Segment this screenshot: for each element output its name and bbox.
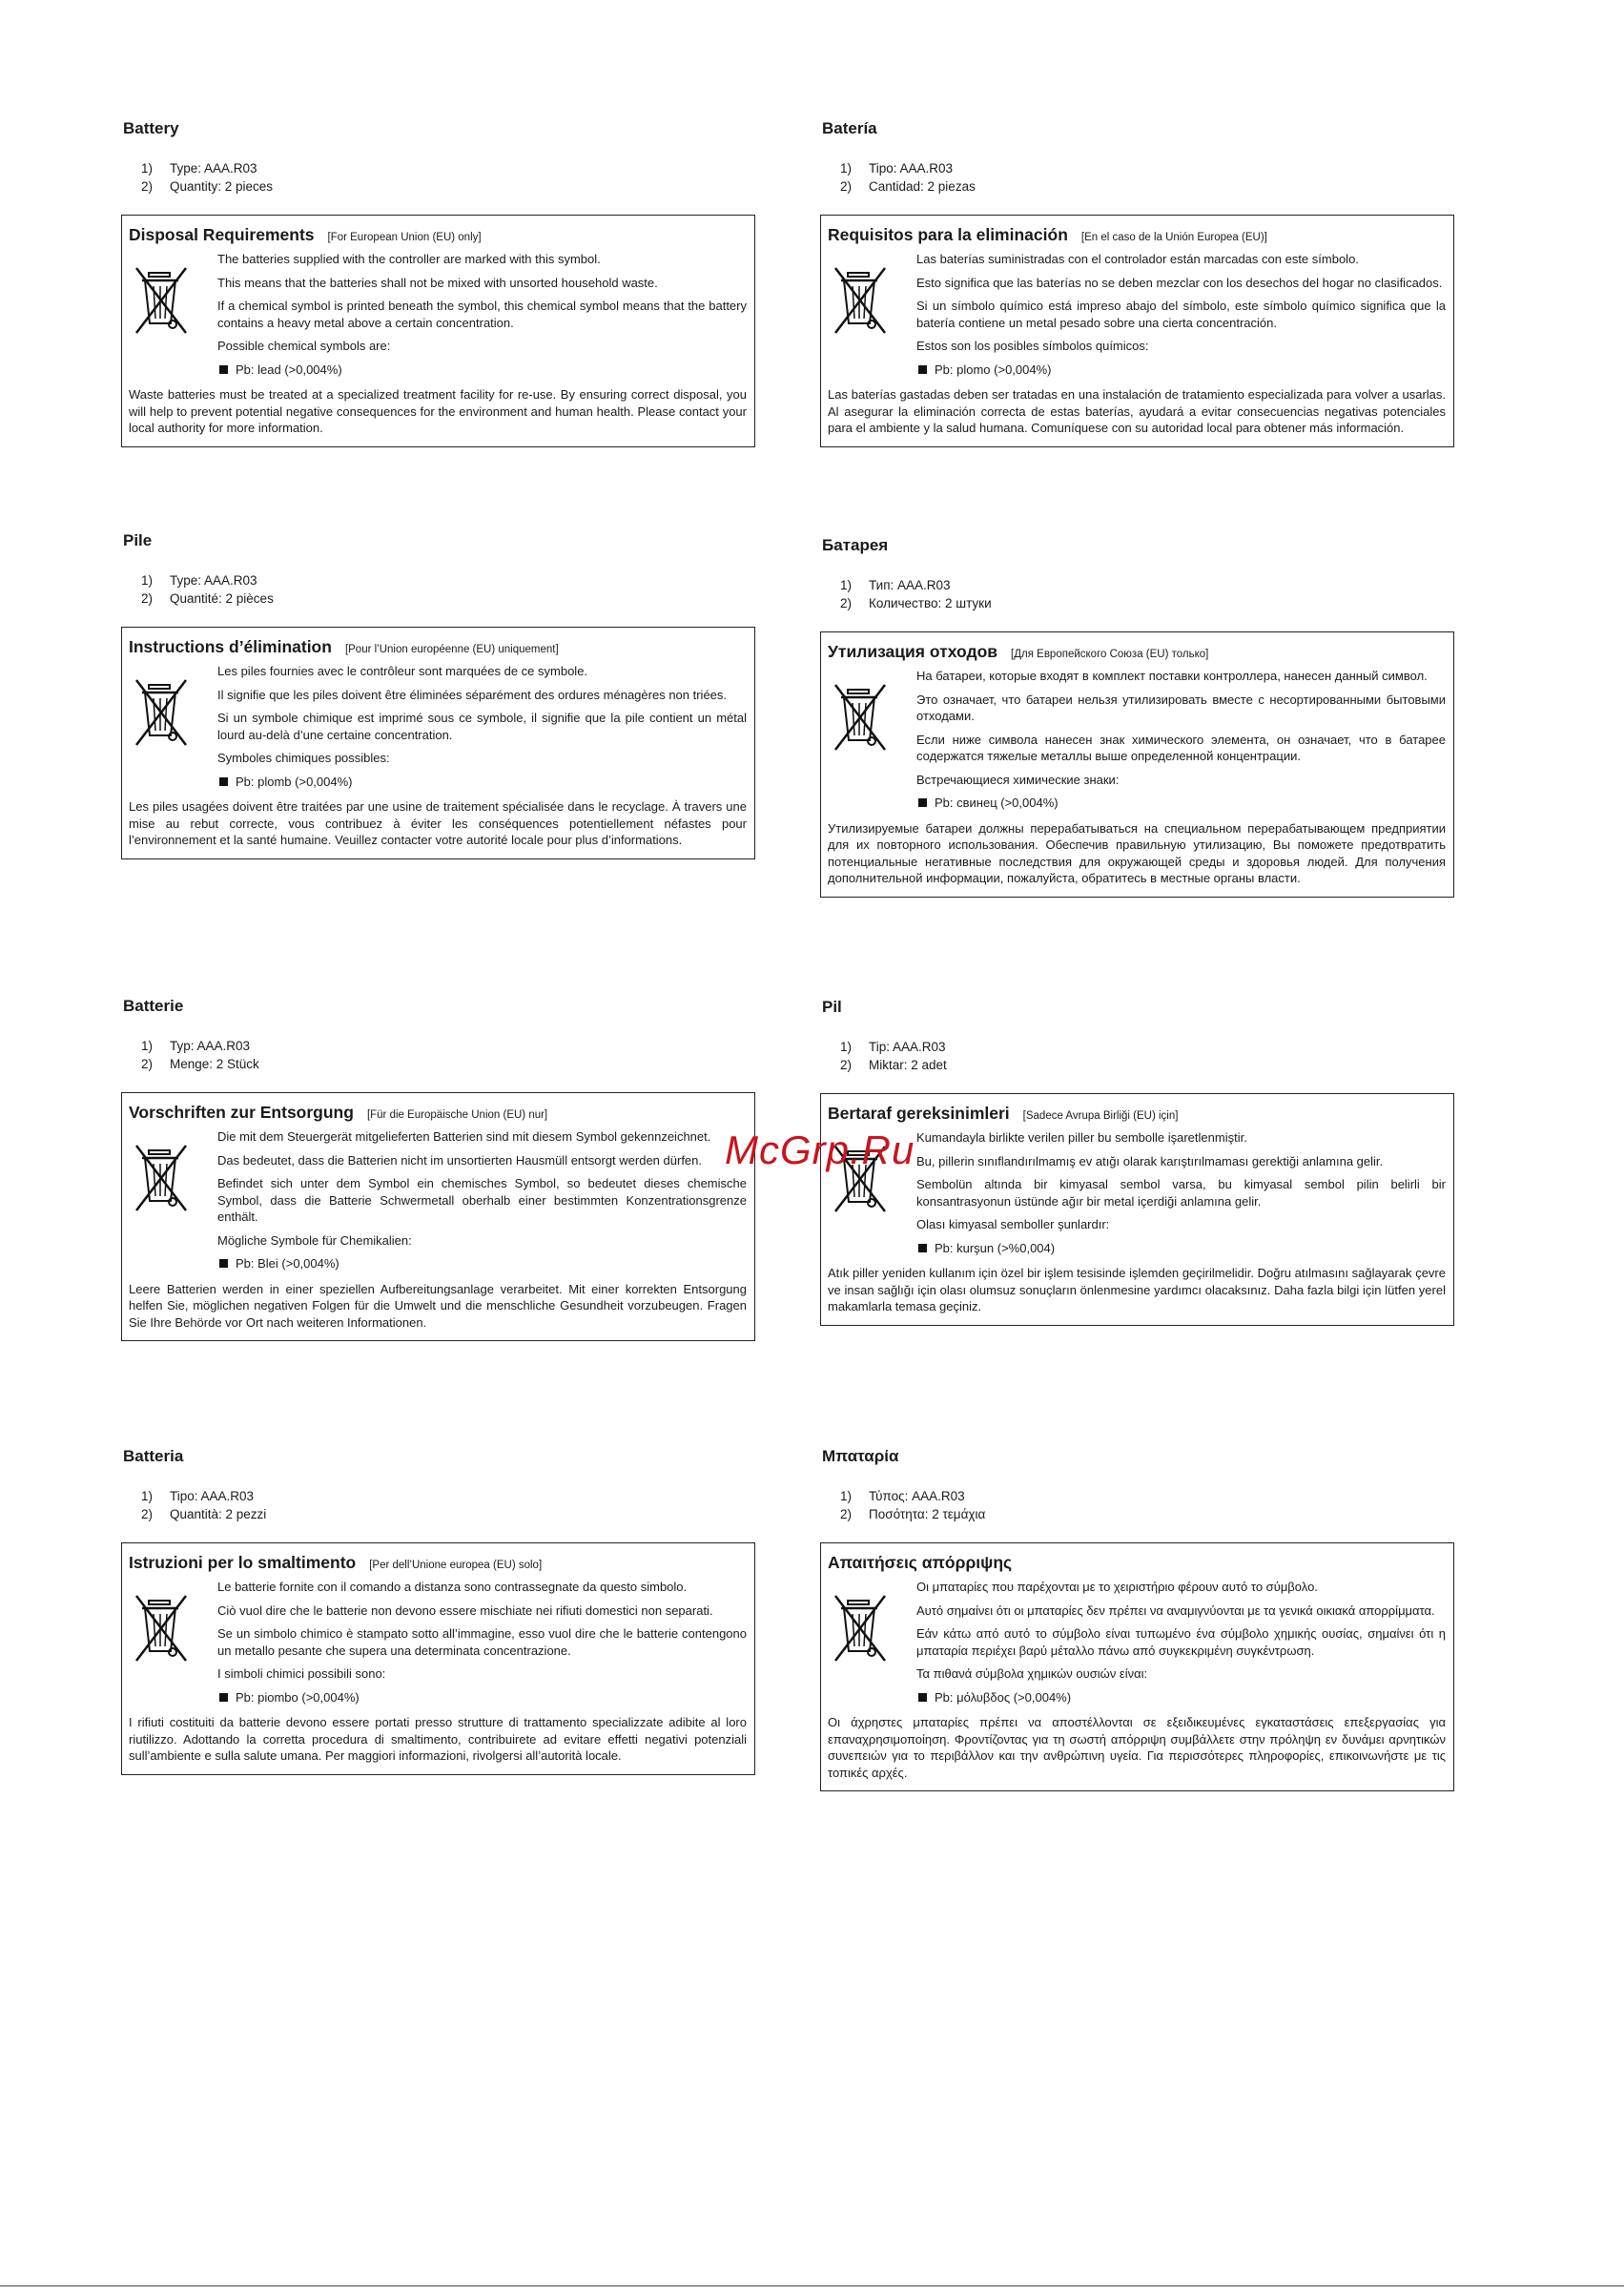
disposal-box-title: Vorschriften zur Entsorgung	[129, 1103, 354, 1122]
disposal-paragraph: Αυτό σημαίνει ότι οι μπαταρίες δεν πρέπει να αναμιγνύονται με τα γενικά οικιακά απορρίμματα.	[916, 1602, 1435, 1618]
disposal-paragraph: Встречающиеся химические знаки:	[916, 772, 1120, 787]
disposal-paragraph: Das bedeutet, dass die Batterien nicht im unsortierten Hausmüll entsorgt werden dürfen.	[217, 1152, 702, 1168]
spec-item-type	[141, 159, 755, 177]
disposal-footer-text: Les piles usagées doivent être traitées par une usine de traitement spécialisée dans le recyclage. À travers une mise au rebut correcte, vous contribuez à éviter les conséquences potentiellement néfastes pour l’environnement et la santé humaine. Veuillez contacter votre autorité locale pour plus d’informations.	[129, 799, 747, 847]
chemical-symbol-text: Pb: μόλυβδος (>0,004%)	[935, 1689, 1072, 1705]
disposal-box-body	[828, 1129, 1446, 1259]
spec-number: 1)	[141, 1039, 154, 1053]
disposal-box-body	[129, 663, 747, 793]
spec-text: Тип: AAA.R03	[869, 578, 951, 592]
disposal-box	[121, 1092, 755, 1341]
disposal-footer-text: Leere Batterien werden in einer speziellen Aufbereitungsanlage verarbeitet. Mit einer korrekten Entsorgung helfen Sie, möglichen negativen Folgen für die Umwelt und die menschliche Gesundheit vorzubeugen. Fragen Sie Ihre Behörde vor Ort nach weiteren Informationen.	[129, 1281, 747, 1330]
disposal-footer-text: Οι άχρηστες μπαταρίες πρέπει να αποστέλλονται σε εξειδικευμένες εγκαταστάσεις επεξεργασίας για επαναχρησιμοποίηση. Φροντίζοντας για τη σωστή απόρριψη συμβάλλετε στην πρόληψη εν δυνάμει αρνητικών συνεπειών για το περιβάλλον και την ανθρώπινη υγεία. Για περισσότερες πληροφορίες, επικοινωνήστε με τις τοπικές αρχές.	[828, 1715, 1446, 1780]
spec-number: 1)	[840, 1489, 853, 1503]
chemical-symbol-text: Pb: свинец (>0,004%)	[935, 796, 1059, 810]
disposal-paragraph: Die mit dem Steuergerät mitgelieferten Batterien sind mit diesem Symbol gekennzeichnet.	[217, 1129, 711, 1144]
spec-item-quantity	[840, 594, 1454, 612]
disposal-box-scope: [Pour l’Union européenne (EU) uniquement]	[344, 644, 559, 655]
disposal-paragraph: Sembolün altında bir kimyasal sembol varsa, bu kimyasal sembol pilin belirli bir konsantrasyonun üstünde ağır bir metal içerdiği anlamına gelir.	[916, 1177, 1446, 1209]
spec-list	[820, 1038, 1454, 1074]
spec-item-type	[141, 1487, 755, 1505]
spec-number: 2)	[840, 1058, 853, 1072]
disposal-paragraph: The batteries supplied with the controller are marked with this symbol.	[217, 252, 601, 266]
spec-number: 2)	[141, 179, 154, 194]
disposal-box-body	[828, 1579, 1446, 1708]
disposal-paragraph: Τα πιθανά σύμβολα χημικών ουσιών είναι:	[916, 1666, 1148, 1681]
section-title: Batterie	[123, 997, 184, 1015]
battery-section	[121, 119, 755, 447]
square-bullet-icon	[918, 1693, 927, 1702]
disposal-paragraph: Si un símbolo químico está impreso abajo del símbolo, este símbolo químico significa que la batería contiene un metal pesado sobre una cierta concentración.	[916, 299, 1446, 330]
disposal-box-header	[828, 1553, 1446, 1573]
spec-item-quantity	[141, 177, 755, 196]
bottom-rule	[0, 2285, 1624, 2286]
battery-section	[121, 531, 755, 859]
battery-section	[121, 997, 755, 1341]
spec-item-quantity	[141, 1055, 755, 1073]
chemical-symbol	[918, 1689, 1446, 1706]
disposal-box	[820, 1542, 1454, 1791]
spec-text: Tipo: AAA.R03	[869, 161, 954, 176]
spec-text: Type: AAA.R03	[170, 161, 257, 176]
disposal-paragraph: Ciò vuol dire che le batterie non devono essere mischiate nei rifiuti domestici non separati.	[217, 1602, 713, 1618]
battery-section	[820, 1447, 1454, 1791]
disposal-paragraph: Si un symbole chimique est imprimé sous ce symbole, il signifie que la pile contient un métal lourd au-delà d’une certaine concentration.	[217, 711, 747, 742]
spec-number: 2)	[141, 1057, 154, 1071]
disposal-paragraph: Les piles fournies avec le contrôleur sont marquées de ce symbole.	[217, 664, 588, 678]
spec-item-quantity	[840, 1505, 1454, 1523]
disposal-paragraphs	[900, 1579, 1446, 1708]
spec-item-type	[840, 1487, 1454, 1505]
section-title: Pile	[123, 531, 153, 549]
disposal-paragraph: Las baterías suministradas con el controlador están marcadas con este símbolo.	[916, 252, 1359, 266]
disposal-box-scope: [En el caso de la Unión Europea (EU)]	[1080, 232, 1267, 243]
spec-text: Miktar: 2 adet	[869, 1058, 947, 1072]
square-bullet-icon	[918, 365, 927, 374]
spec-text: Τύπος: AAA.R03	[869, 1489, 965, 1503]
disposal-footer-text: I rifiuti costituiti da batterie devono essere portati presso strutture di trattamento specializzate adibite al loro riutilizzo. Adottando la corretta procedura di smaltimento, contribuirete ad evitare effetti negativi potenziali sull’ambiente e sulla salute umana. Per maggiori informazioni, rivolgersi all’autorità locale.	[129, 1715, 747, 1763]
square-bullet-icon	[918, 1244, 927, 1252]
battery-section	[121, 1447, 755, 1775]
spec-item-type	[840, 1038, 1454, 1056]
disposal-box-scope: [Для Европейского Союза (EU) только]	[1011, 649, 1209, 660]
battery-section	[820, 536, 1454, 898]
disposal-box-title: Instructions d’élimination	[129, 637, 332, 656]
disposal-paragraph: Esto significa que las baterías no se deben mezclar con los desechos del hogar no clasificados.	[916, 275, 1443, 290]
disposal-box-header	[828, 225, 1446, 245]
spec-text: Quantity: 2 pieces	[170, 179, 274, 194]
disposal-box-body	[129, 1579, 747, 1708]
spec-item-quantity	[141, 1505, 755, 1523]
disposal-box-body	[129, 1128, 747, 1275]
spec-item-type	[840, 576, 1454, 594]
disposal-box-title: Istruzioni per lo smaltimento	[129, 1553, 357, 1572]
spec-list	[820, 576, 1454, 612]
spec-item-quantity	[840, 177, 1454, 196]
spec-text: Ποσότητα: 2 τεμάχια	[869, 1507, 986, 1521]
chemical-symbol	[219, 1689, 747, 1706]
disposal-box	[820, 1093, 1454, 1326]
disposal-paragraph: На батареи, которые входят в комплект поставки контроллера, нанесен данный символ.	[916, 669, 1428, 683]
section-title: Μπαταρία	[822, 1447, 899, 1465]
disposal-paragraph: Это означает, что батареи нельзя утилизировать вместе с несортированными бытовыми отходами.	[916, 692, 1446, 723]
spec-list	[121, 1037, 755, 1073]
chemical-symbol	[918, 362, 1446, 379]
spec-text: Tip: AAA.R03	[869, 1040, 946, 1054]
spec-number: 1)	[840, 161, 853, 176]
disposal-box	[121, 1542, 755, 1775]
disposal-footer-text: Утилизируемые батареи должны перерабатываться на специальном перерабатывающем предприятии для их повторного использования. Обеспечив правильную утилизацию, Вы поможете предотвратить потенциальные негативные последствия для окружающей среды и здоровья людей. Для получения дополнительной информации, пожалуйста, обратитесь в местные органы власти.	[828, 820, 1446, 885]
spec-text: Tipo: AAA.R03	[170, 1489, 255, 1503]
chemical-symbol	[219, 1255, 747, 1272]
spec-item-type	[141, 1037, 755, 1055]
disposal-paragraph: Bu, pillerin sınıflandırılmamış ev atığı olarak karıştırılmaması gerektiği anlamına gelir.	[916, 1153, 1384, 1168]
crossed-out-bin-icon	[129, 663, 201, 793]
disposal-box	[820, 631, 1454, 898]
spec-number: 1)	[141, 573, 154, 588]
disposal-paragraph: If a chemical symbol is printed beneath the symbol, this chemical symbol means that the battery contains a heavy metal above a certain concentration.	[217, 299, 747, 330]
disposal-box-header	[129, 225, 747, 245]
spec-item-quantity	[840, 1056, 1454, 1074]
disposal-paragraph: Kumandayla birlikte verilen piller bu sembolle işaretlenmiştir.	[916, 1130, 1247, 1145]
spec-item-type	[840, 159, 1454, 177]
spec-list	[820, 159, 1454, 196]
crossed-out-bin-icon	[828, 251, 900, 381]
spec-item-type	[141, 571, 755, 589]
disposal-paragraphs	[201, 1128, 747, 1275]
disposal-box-body	[828, 668, 1446, 815]
crossed-out-bin-icon	[828, 668, 900, 815]
disposal-box-header	[129, 1553, 747, 1573]
chemical-symbol	[219, 774, 747, 791]
disposal-paragraph: Befindet sich unter dem Symbol ein chemisches Symbol, so bedeutet dieses chemische Symbol, dass die Batterie Schwermetall oberhalb einer bestimmten Konzentrationsgrenze enthält.	[217, 1176, 747, 1224]
spec-number: 1)	[141, 161, 154, 176]
disposal-paragraphs	[900, 251, 1446, 381]
disposal-box-title: Απαιτήσεις απόρριψης	[828, 1553, 1013, 1572]
spec-number: 2)	[840, 596, 853, 610]
chemical-symbol	[918, 795, 1446, 812]
disposal-box-scope: [For European Union (EU) only]	[327, 232, 482, 243]
spec-number: 2)	[840, 1507, 853, 1521]
disposal-paragraph: Εάν κάτω από αυτό το σύμβολο είναι τυπωμένο ένα σύμβολο χημικής ουσίας, σημαίνει ότι η μπαταρία περιέχει βαρύ μέταλλο πάνω από συγκεκριμένη συγκέντρωση.	[916, 1626, 1446, 1658]
disposal-paragraph: Estos son los posibles símbolos químicos:	[916, 339, 1149, 353]
crossed-out-bin-icon	[129, 1579, 201, 1708]
spec-text: Quantité: 2 pièces	[170, 591, 274, 606]
disposal-paragraphs	[900, 1129, 1446, 1259]
disposal-box	[121, 627, 755, 859]
spec-item-quantity	[141, 589, 755, 608]
spec-text: Quantità: 2 pezzi	[170, 1507, 267, 1521]
section-title: Батарея	[822, 536, 889, 554]
square-bullet-icon	[219, 1693, 228, 1702]
spec-text: Typ: AAA.R03	[170, 1039, 251, 1053]
spec-number: 2)	[141, 591, 154, 606]
disposal-paragraph: Если ниже символа нанесен знак химического элемента, он означает, что в батарее содержатся тяжелые металлы выше определенной концентрации.	[916, 732, 1446, 763]
disposal-paragraphs	[201, 663, 747, 793]
chemical-symbol-text: Pb: piombo (>0,004%)	[236, 1689, 360, 1705]
disposal-box-header	[828, 1104, 1446, 1124]
disposal-paragraph: This means that the batteries shall not be mixed with unsorted household waste.	[217, 275, 658, 290]
spec-text: Type: AAA.R03	[170, 573, 257, 588]
chemical-symbol-text: Pb: lead (>0,004%)	[236, 362, 342, 377]
crossed-out-bin-icon	[129, 1128, 201, 1275]
disposal-footer-text: Waste batteries must be treated at a specialized treatment facility for re-use. By ensuring correct disposal, you will help to prevent potential negative consequences for the environment and human health. Please contact your local authority for more information.	[129, 387, 747, 435]
disposal-footer-text: Atık piller yeniden kullanım için özel bir işlem tesisinde işlemden geçirilmelidir. Doğru atılmasını sağlayarak çevre ve insan sağlığı için olası olumsuz sonuçların önlenmesine yardımcı olacaksınız. Daha fazla bilgi için lütfen yerel makamlarla temasa geçiniz.	[828, 1266, 1446, 1313]
spec-number: 1)	[840, 578, 853, 592]
disposal-box-body	[129, 251, 747, 381]
disposal-paragraph: Se un simbolo chimico è stampato sotto all’immagine, esso vuol dire che le batterie contengono un metallo pesante che supera una determinata concentrazione.	[217, 1626, 747, 1658]
disposal-paragraph: Olası kimyasal semboller şunlardır:	[916, 1217, 1110, 1231]
square-bullet-icon	[219, 365, 228, 374]
square-bullet-icon	[219, 777, 228, 786]
section-title: Batteria	[123, 1447, 184, 1465]
disposal-box-title: Disposal Requirements	[129, 225, 315, 244]
crossed-out-bin-icon	[828, 1579, 900, 1708]
watermark: McGrp.Ru	[725, 1127, 915, 1172]
disposal-box-header	[129, 1103, 747, 1123]
spec-list	[121, 571, 755, 608]
spec-number: 1)	[141, 1489, 154, 1503]
chemical-symbol-text: Pb: plomb (>0,004%)	[236, 774, 353, 789]
chemical-symbol-text: Pb: Blei (>0,004%)	[236, 1256, 339, 1271]
spec-number: 2)	[840, 179, 853, 194]
disposal-paragraph: I simboli chimici possibili sono:	[217, 1666, 386, 1681]
disposal-paragraphs	[900, 668, 1446, 815]
disposal-box-body	[828, 251, 1446, 381]
spec-list	[121, 159, 755, 196]
disposal-box	[121, 215, 755, 447]
battery-section	[820, 998, 1454, 1326]
disposal-paragraph: Symboles chimiques possibles:	[217, 751, 390, 765]
spec-number: 1)	[840, 1040, 853, 1054]
disposal-box-title: Bertaraf gereksinimleri	[828, 1104, 1010, 1123]
disposal-box-title: Requisitos para la eliminación	[828, 225, 1068, 244]
disposal-box-title: Утилизация отходов	[828, 642, 998, 661]
disposal-paragraph: Possible chemical symbols are:	[217, 339, 391, 353]
disposal-box-header	[129, 637, 747, 657]
disposal-paragraphs	[201, 251, 747, 381]
section-title: Battery	[123, 119, 179, 137]
spec-list	[121, 1487, 755, 1523]
chemical-symbol	[918, 1240, 1446, 1257]
spec-list	[820, 1487, 1454, 1523]
disposal-box	[820, 215, 1454, 447]
square-bullet-icon	[918, 798, 927, 807]
disposal-paragraph: Il signifie que les piles doivent être éliminées séparément des ordures ménagères non triées.	[217, 687, 728, 702]
disposal-paragraph: Mögliche Symbole für Chemikalien:	[217, 1232, 412, 1248]
spec-text: Menge: 2 Stück	[170, 1057, 259, 1071]
disposal-box-scope: [Sadece Avrupa Birliği (EU) için]	[1022, 1110, 1179, 1122]
disposal-footer-text: Las baterías gastadas deben ser tratadas en una instalación de tratamiento especializada para volver a usarlas. Al asegurar la eliminación correcta de estas baterías, ayudará a evitar consecuencias negativas potenciales para el ambiente y la salud humana. Comuníquese con su autoridad local para obtener más información.	[828, 387, 1446, 435]
chemical-symbol	[219, 362, 747, 379]
square-bullet-icon	[219, 1259, 228, 1268]
section-title: Batería	[822, 119, 877, 137]
crossed-out-bin-icon	[129, 251, 201, 381]
disposal-box-scope: [Für die Europäische Union (EU) nur]	[366, 1109, 548, 1121]
disposal-paragraphs	[201, 1579, 747, 1708]
spec-text: Количество: 2 штуки	[869, 596, 992, 610]
disposal-box-header	[828, 642, 1446, 662]
chemical-symbol-text: Pb: plomo (>0,004%)	[935, 362, 1052, 377]
disposal-box-scope: [Per dell’Unione europea (EU) solo]	[369, 1560, 543, 1571]
disposal-paragraph: Οι μπαταρίες που παρέχονται με το χειριστήριο φέρουν αυτό το σύμβολο.	[916, 1580, 1318, 1594]
disposal-paragraph: Le batterie fornite con il comando a distanza sono contrassegnate da questo simbolo.	[217, 1580, 688, 1594]
spec-number: 2)	[141, 1507, 154, 1521]
section-title: Pil	[822, 998, 842, 1016]
battery-section	[820, 119, 1454, 447]
chemical-symbol-text: Pb: kurşun (>%0,004)	[935, 1240, 1056, 1255]
spec-text: Cantidad: 2 piezas	[869, 179, 976, 194]
